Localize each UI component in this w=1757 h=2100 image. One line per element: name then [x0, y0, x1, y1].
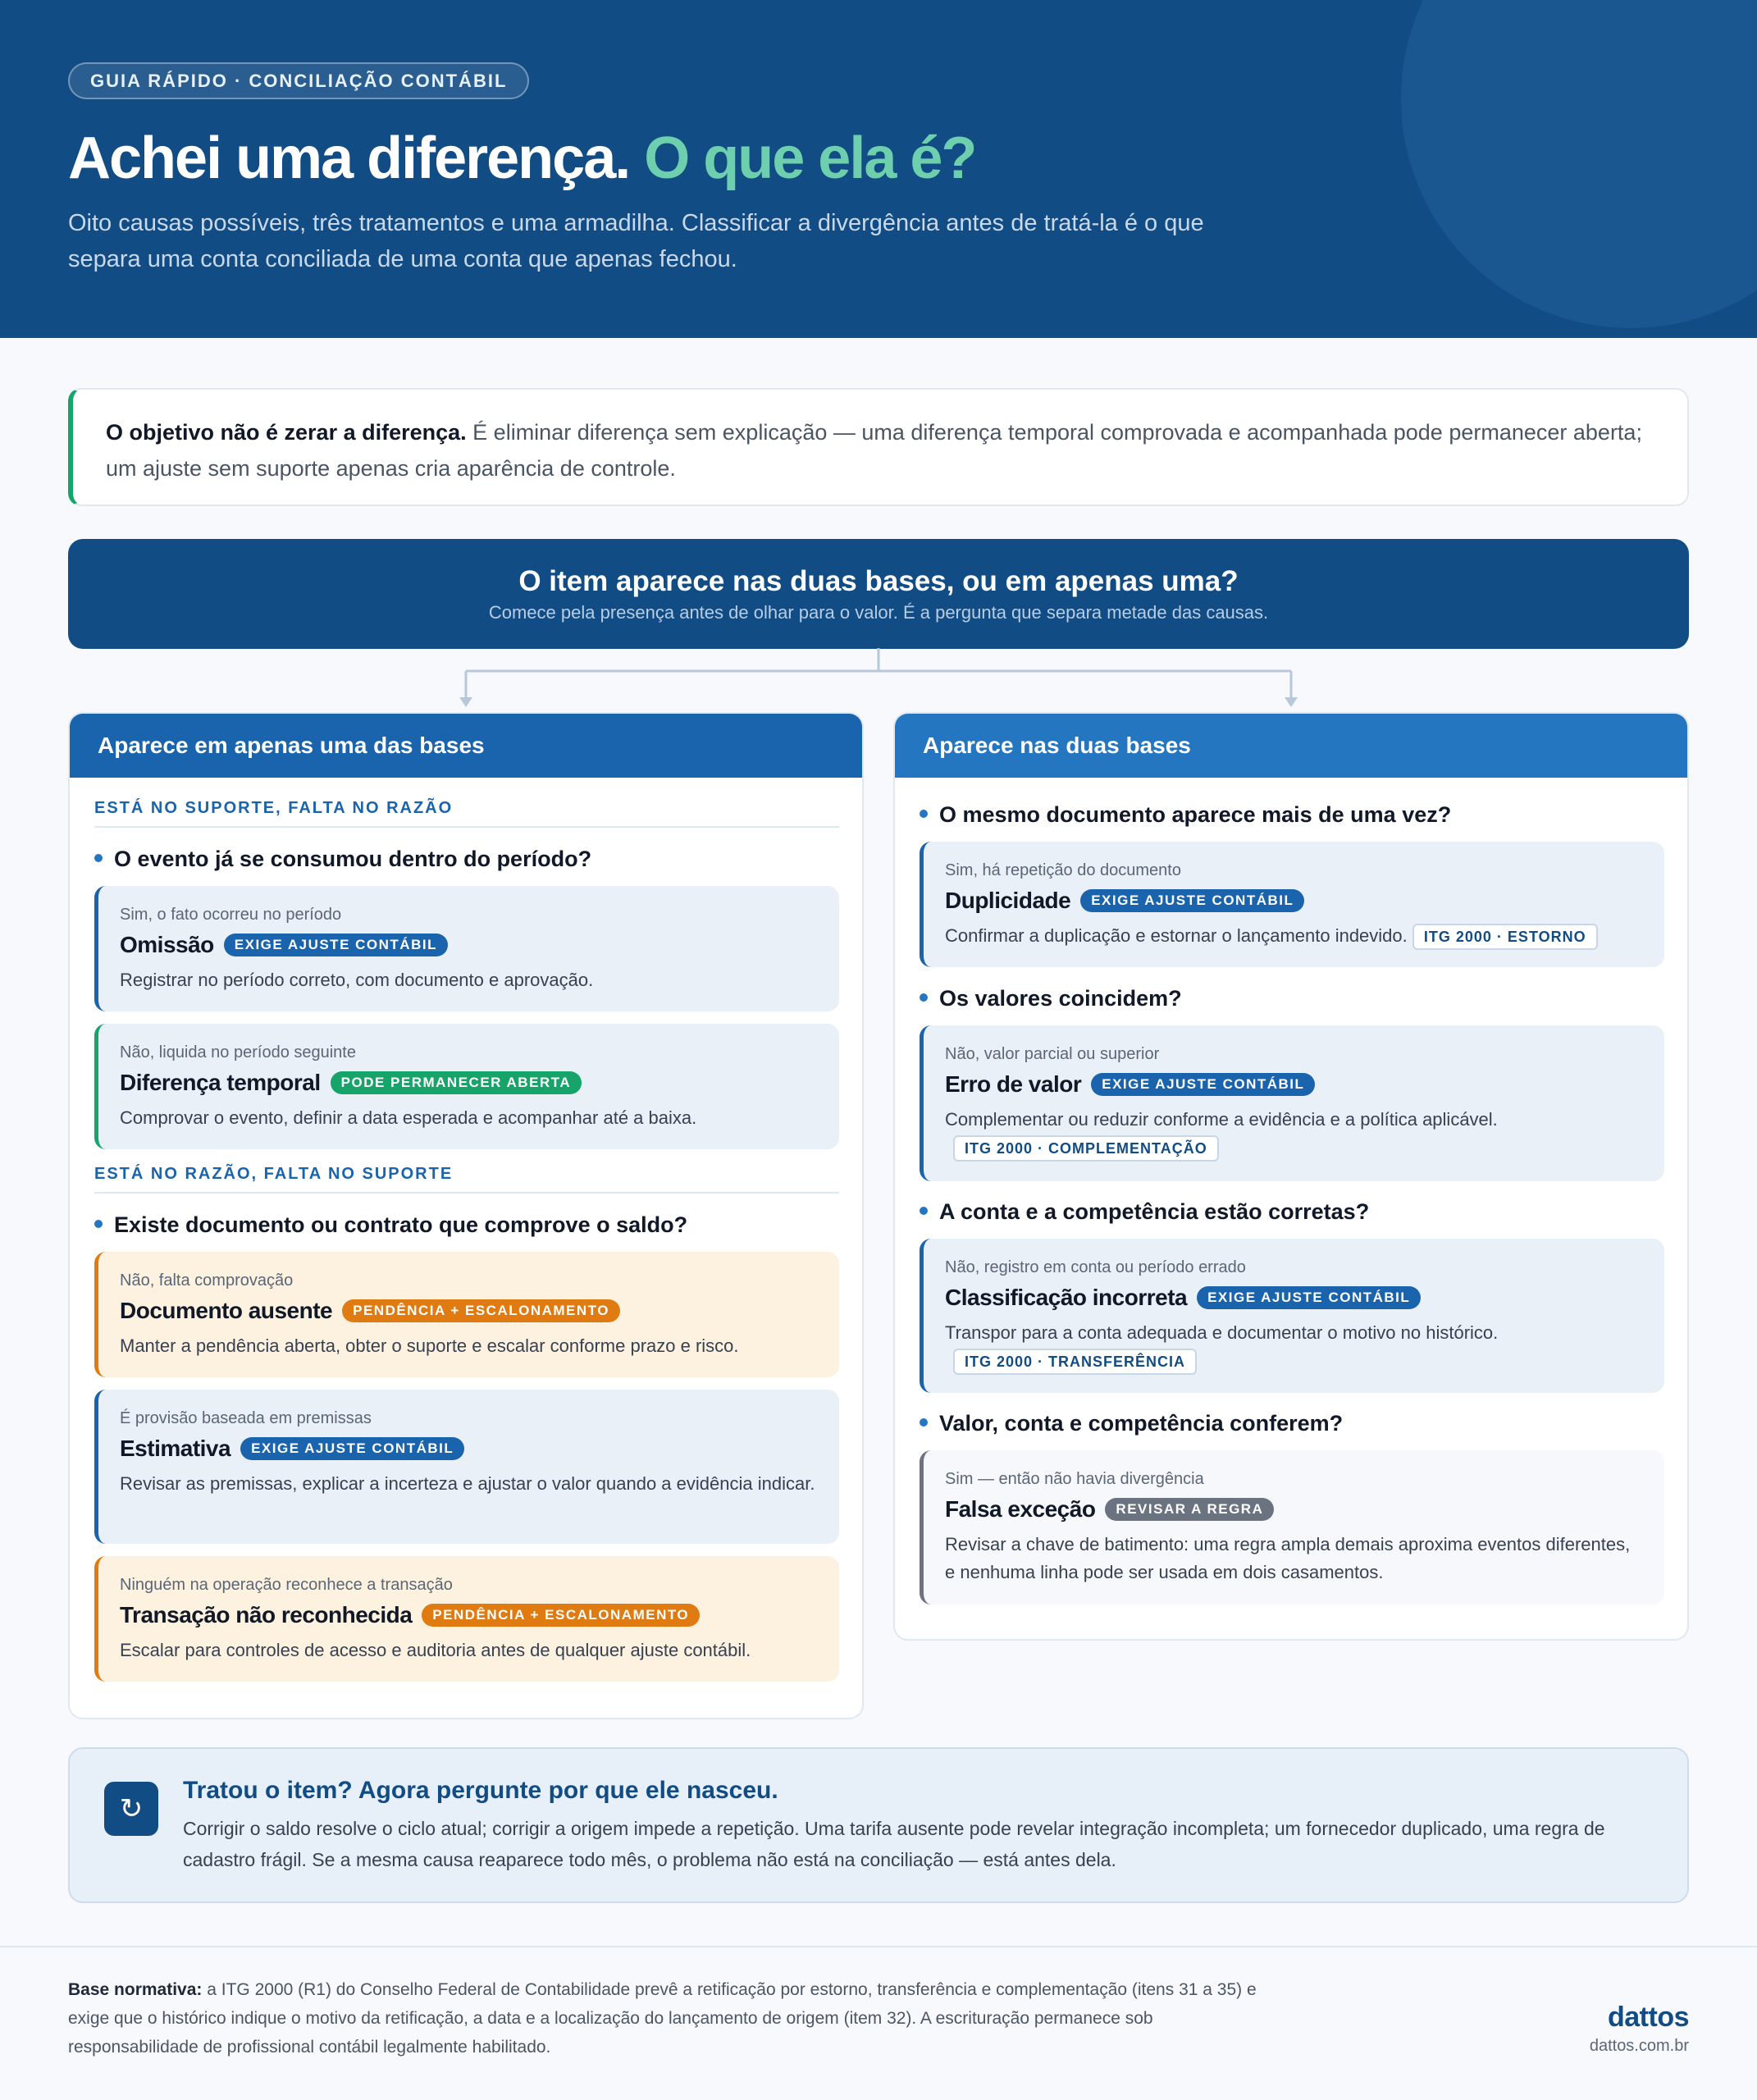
bullet-dot-icon — [920, 1207, 928, 1215]
brand-block — [1590, 2002, 1689, 2056]
bullet-dot-icon — [920, 810, 928, 818]
cause-card-transacao-nao-reconhecida — [94, 1556, 839, 1682]
flow-connector — [0, 648, 1757, 714]
question-text: Valor, conta e competência conferem? — [939, 1411, 1344, 1436]
treatment-badge: PENDÊNCIA + ESCALONAMENTO — [422, 1604, 700, 1627]
cause-card-falsa-excecao — [920, 1450, 1664, 1605]
treatment-badge: EXIGE AJUSTE CONTÁBIL — [1091, 1073, 1315, 1096]
goal-text: É eliminar diferença sem explicação — uma diferença temporal comprovada e acompanhada pode permanecer aberta; um ajuste sem suporte apenas cria aparência de controle. — [106, 420, 1642, 481]
cause-card-duplicidade — [920, 842, 1664, 967]
cause-description: Transpor para a conta adequada e documentar o motivo no histórico. — [945, 1322, 1499, 1343]
treatment-badge: EXIGE AJUSTE CONTÁBIL — [240, 1437, 464, 1460]
decision-question — [920, 984, 1182, 1012]
cause-condition: Sim, há repetição do documento — [945, 861, 1181, 879]
cause-description: Revisar as premissas, explicar a incerteza e ajustar o valor quando a evidência indicar. — [120, 1473, 815, 1494]
cause-card-documento-ausente — [94, 1252, 839, 1377]
section-label: ESTÁ NO SUPORTE, FALTA NO RAZÃO — [94, 799, 839, 828]
cause-condition: Sim, o fato ocorreu no período — [120, 906, 342, 924]
root-question-hint: Comece pela presença antes de olhar para o valor. É a pergunta que separa metade das causas. — [488, 602, 1269, 623]
section-label: ESTÁ NO RAZÃO, FALTA NO SUPORTE — [94, 1165, 839, 1194]
cause-card-temporal — [94, 1024, 839, 1149]
treatment-badge: EXIGE AJUSTE CONTÁBIL — [224, 934, 448, 956]
cause-condition: Ninguém na operação reconhece a transação — [120, 1576, 453, 1594]
column-heading: Aparece em apenas uma das bases — [70, 714, 862, 778]
cause-condition: É provisão baseada em premissas — [120, 1409, 372, 1427]
cause-name: Classificação incorreta — [945, 1285, 1188, 1310]
column-heading: Aparece nas duas bases — [895, 714, 1687, 778]
treatment-badge: PODE PERMANECER ABERTA — [331, 1071, 582, 1094]
cause-description: Complementar ou reduzir conforme a evidência e a política aplicável. — [945, 1109, 1498, 1130]
column-both-bases — [893, 712, 1689, 1641]
cause-description — [945, 922, 1643, 950]
treatment-badge: EXIGE AJUSTE CONTÁBIL — [1197, 1286, 1421, 1309]
question-text: O evento já se consumou dentro do período? — [114, 847, 592, 871]
cause-name: Diferença temporal — [120, 1070, 321, 1095]
decision-question — [94, 1211, 687, 1239]
page-title — [68, 121, 975, 195]
cause-name: Erro de valor — [945, 1071, 1082, 1097]
cause-condition: Não, registro em conta ou período errado — [945, 1258, 1246, 1276]
cause-description: Escalar para controles de acesso e auditoria antes de qualquer ajuste contábil. — [120, 1640, 751, 1660]
cause-card-omissao — [94, 886, 839, 1011]
cause-condition: Não, falta comprovação — [120, 1271, 294, 1290]
description-text: Confirmar a duplicação e estornar o lançamento indevido. — [945, 925, 1408, 946]
page-subtitle: Oito causas possíveis, três tratamentos e uma armadilha. Classificar a divergência antes de tratá-la é o que separa uma conta conciliada de uma conta que apenas fechou. — [68, 210, 1204, 272]
bullet-dot-icon — [920, 993, 928, 1002]
cause-condition: Sim — então não havia divergência — [945, 1470, 1204, 1488]
guide-pill: GUIA RÁPIDO · CONCILIAÇÃO CONTÁBIL — [68, 62, 529, 99]
footer-label: Base normativa: — [68, 1980, 203, 1999]
root-question-title: O item aparece nas duas bases, ou em apenas uma? — [518, 565, 1239, 597]
question-text: A conta e a competência estão corretas? — [939, 1199, 1370, 1224]
column-one-base — [68, 712, 864, 1719]
note-text: Corrigir o saldo resolve o ciclo atual; corrigir a origem impede a repetição. Uma tarifa ausente pode revelar integração incompleta; um fornecedor duplicado, uma regra de cadastro frágil. Se a mesma causa reaparece todo mês, o problema não está na conciliação — está antes dela. — [183, 1818, 1605, 1870]
cause-card-estimativa — [94, 1390, 839, 1544]
bullet-dot-icon — [94, 854, 103, 862]
treatment-badge: PENDÊNCIA + ESCALONAMENTO — [342, 1299, 620, 1322]
arrow-down-icon — [1285, 697, 1298, 707]
question-text: O mesmo documento aparece mais de uma vez? — [939, 802, 1452, 827]
cause-name: Transação não reconhecida — [120, 1602, 413, 1628]
cause-description: Revisar a chave de batimento: uma regra ampla demais aproxima eventos diferentes, e nenhuma linha pode ser usada em dois casamentos. — [945, 1534, 1631, 1582]
cause-description: Registrar no período correto, com documento e aprovação. — [120, 970, 594, 990]
bullet-dot-icon — [920, 1418, 928, 1427]
treatment-badge: REVISAR A REGRA — [1105, 1498, 1274, 1521]
question-text: Existe documento ou contrato que comprove o saldo? — [114, 1212, 688, 1237]
cause-name: Duplicidade — [945, 888, 1071, 913]
cause-condition: Não, valor parcial ou superior — [945, 1045, 1160, 1063]
footer-divider — [0, 1946, 1757, 1947]
cause-name: Documento ausente — [120, 1298, 333, 1323]
bullet-dot-icon — [94, 1220, 103, 1228]
cause-name: Falsa exceção — [945, 1496, 1096, 1522]
decision-question — [920, 1198, 1369, 1226]
decision-question — [94, 845, 591, 873]
decision-question — [920, 1409, 1343, 1437]
brand-logo: dattos — [1608, 2002, 1689, 2033]
cause-description: Comprovar o evento, definir a data esperada e acompanhar até a baixa. — [120, 1107, 697, 1128]
norm-reference-tag: ITG 2000 · COMPLEMENTAÇÃO — [953, 1135, 1219, 1162]
cause-description: Manter a pendência aberta, obter o suporte e escalar conforme prazo e risco. — [120, 1335, 739, 1356]
cause-condition: Não, liquida no período seguinte — [120, 1043, 356, 1061]
question-text: Os valores coincidem? — [939, 986, 1182, 1011]
brand-url[interactable]: dattos.com.br — [1589, 2037, 1689, 2055]
footer-text: a ITG 2000 (R1) do Conselho Federal de Contabilidade prevê a retificação por estorno, transferência e complementação (itens 31 a 35) e exige que o histórico indique o motivo da retificação, a data e a localização do lançamento de origem (item 32). A escrituração permanece sob responsabilidade de profissional contábil legalmente habilitado. — [68, 1980, 1257, 2057]
cause-card-classificacao — [920, 1239, 1664, 1393]
norm-reference-tag: ITG 2000 · TRANSFERÊNCIA — [953, 1349, 1197, 1375]
hero-header — [0, 0, 1757, 338]
treatment-badge: EXIGE AJUSTE CONTÁBIL — [1080, 889, 1304, 912]
cause-name: Omissão — [120, 932, 214, 957]
title-main: Achei uma diferença. — [68, 126, 630, 191]
cause-card-erro-valor — [920, 1025, 1664, 1181]
norm-reference-tag: ITG 2000 · ESTORNO — [1412, 924, 1598, 950]
goal-bold: O objetivo não é zerar a diferença. — [106, 420, 467, 445]
root-question-banner — [68, 539, 1689, 649]
root-cause-note — [68, 1747, 1689, 1903]
arrow-down-icon — [459, 697, 472, 707]
footer-normative-base — [68, 1975, 1282, 2061]
cause-name: Estimativa — [120, 1436, 231, 1461]
decorative-circle — [1401, 0, 1757, 328]
title-accent: O que ela é? — [644, 126, 976, 191]
decision-question — [920, 801, 1451, 829]
refresh-icon: ↻ — [104, 1782, 158, 1836]
note-title: Tratou o item? Agora pergunte por que ele nasceu. — [183, 1777, 778, 1804]
goal-callout — [68, 388, 1689, 506]
